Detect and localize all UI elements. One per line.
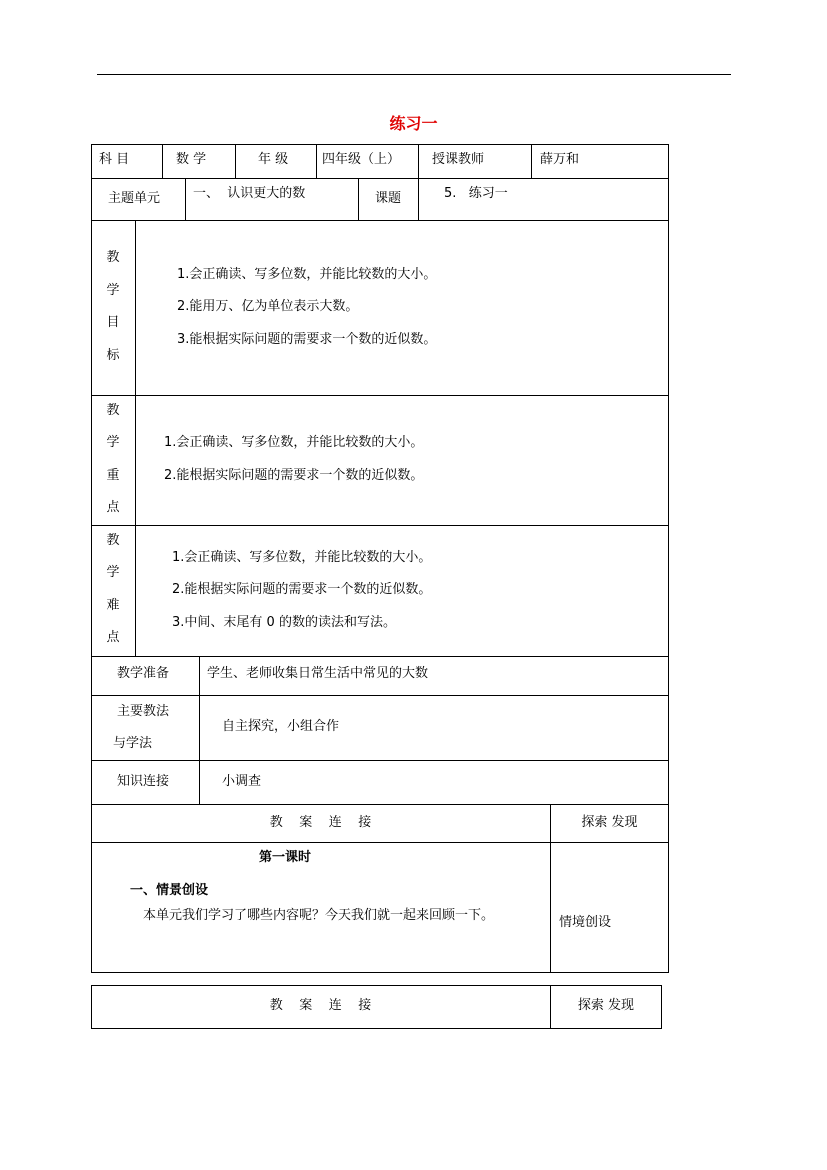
- topic-label: 课题: [375, 191, 402, 206]
- col-divider: [199, 656, 200, 804]
- preparation-label: 教学准备: [117, 666, 170, 681]
- section-header-left: 教 案 连 接: [269, 815, 372, 830]
- keypoints-label-char: 重: [106, 468, 120, 483]
- col-divider: [358, 178, 359, 220]
- keypoint-item: 1.会正确读、写多位数，并能比较数的大小。: [164, 435, 424, 450]
- col-divider: [316, 144, 317, 178]
- section-header2-left: 教 案 连 接: [269, 998, 372, 1013]
- objectives-label-char: 目: [106, 315, 120, 330]
- col-divider: [531, 144, 532, 178]
- difficulty-item: 1.会正确读、写多位数，并能比较数的大小。: [172, 550, 432, 565]
- row-divider: [91, 760, 669, 761]
- subject-value: 数 学: [176, 152, 207, 167]
- methods-label-line1: 主要教法: [117, 704, 170, 719]
- row-divider: [91, 695, 669, 696]
- lesson-heading: 一、情景创设: [130, 883, 209, 898]
- grade-value: 四年级（上）: [322, 152, 401, 167]
- difficulties-label-char: 学: [106, 565, 120, 580]
- col-divider: [135, 220, 136, 656]
- row-divider: [91, 842, 669, 843]
- lesson-text: 本单元我们学习了哪些内容呢？今天我们就一起来回顾一下。: [143, 908, 495, 923]
- col-divider: [162, 144, 163, 178]
- row-divider: [91, 656, 669, 657]
- objective-item: 1.会正确读、写多位数，并能比较数的大小。: [177, 267, 437, 282]
- objectives-label-char: 标: [106, 348, 120, 363]
- lesson-side-note: 情境创设: [559, 915, 612, 930]
- knowledge-label: 知识连接: [117, 774, 170, 789]
- lesson-period: 第一课时: [259, 850, 312, 865]
- unit-value: 一、 认识更大的数: [193, 186, 306, 201]
- subject-label: 科 目: [99, 152, 130, 167]
- difficulty-item: 2.能根据实际问题的需要求一个数的近似数。: [172, 582, 432, 597]
- keypoints-label-char: 教: [106, 403, 120, 418]
- row-divider: [91, 804, 669, 805]
- col-divider: [418, 144, 419, 178]
- objective-item: 2.能用万、亿为单位表示大数。: [177, 299, 359, 314]
- row-divider: [91, 178, 669, 179]
- grade-label: 年 级: [258, 152, 289, 167]
- col-divider: [185, 178, 186, 220]
- header-rule: [97, 74, 731, 75]
- keypoints-label-char: 点: [106, 500, 120, 515]
- difficulties-label-char: 点: [106, 630, 120, 645]
- row-divider: [91, 220, 669, 221]
- objective-item: 3.能根据实际问题的需要求一个数的近似数。: [177, 332, 437, 347]
- page-title: 练习一: [389, 114, 438, 133]
- col-divider: [235, 144, 236, 178]
- keypoints-label-char: 学: [106, 435, 120, 450]
- difficulty-item: 3.中间、末尾有 0 的数的读法和写法。: [172, 615, 396, 630]
- teacher-value: 薛万和: [540, 152, 580, 167]
- teacher-label: 授课教师: [432, 152, 485, 167]
- topic-value: 5. 练习一: [444, 186, 508, 201]
- section-header2-right: 探索 发现: [577, 998, 635, 1013]
- col-divider: [418, 178, 419, 220]
- difficulties-label-char: 教: [106, 533, 120, 548]
- row-divider: [91, 395, 669, 396]
- objectives-label-char: 教: [106, 250, 120, 265]
- keypoint-item: 2.能根据实际问题的需要求一个数的近似数。: [164, 468, 424, 483]
- methods-value: 自主探究，小组合作: [222, 719, 340, 734]
- section-header-right: 探索 发现: [581, 815, 638, 830]
- knowledge-value: 小调查: [222, 774, 262, 789]
- difficulties-label-char: 难: [106, 598, 120, 613]
- objectives-label-char: 学: [106, 283, 120, 298]
- row-divider: [91, 525, 669, 526]
- unit-label: 主题单元: [108, 191, 161, 206]
- methods-label-line2: 与学法: [113, 736, 153, 751]
- preparation-value: 学生、老师收集日常生活中常见的大数: [207, 666, 429, 681]
